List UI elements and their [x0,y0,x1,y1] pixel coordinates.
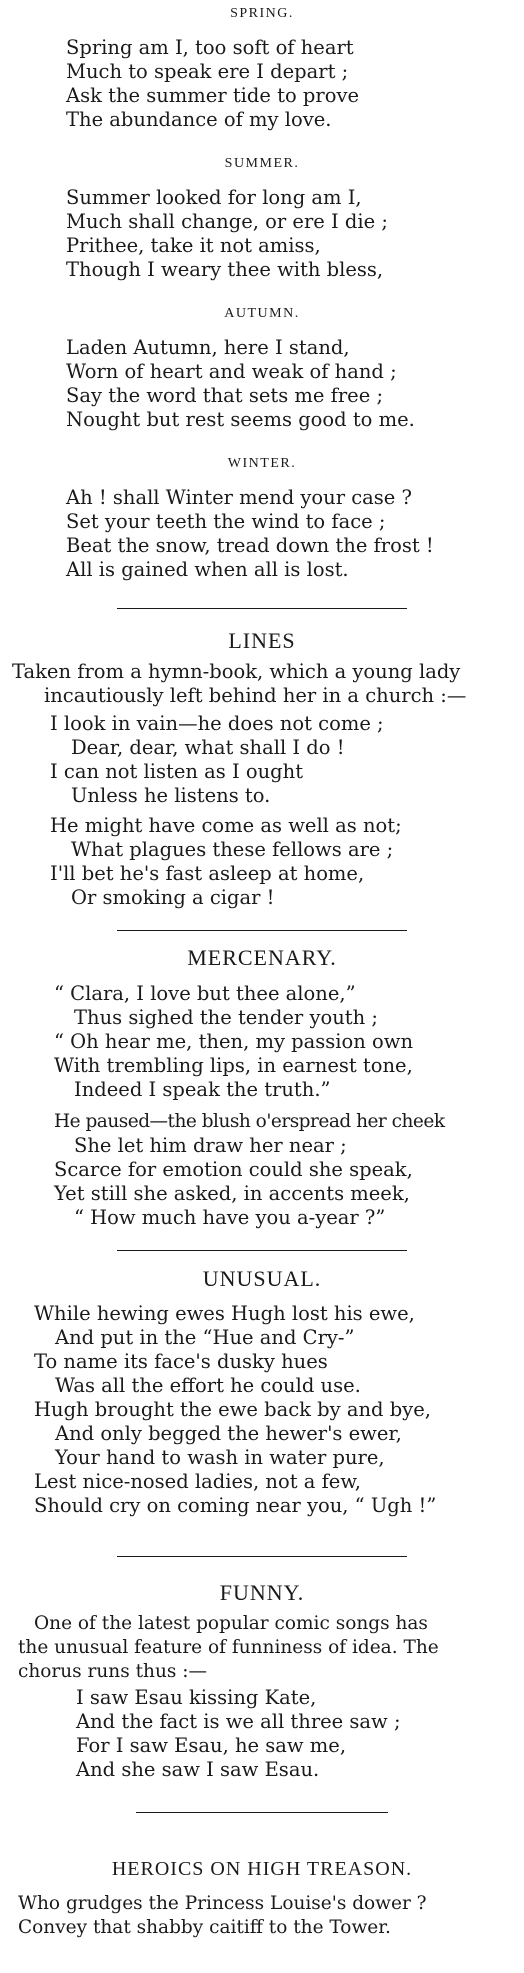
lines-line-7: I'll bet he's fast asleep at home, [50,862,365,885]
lines-intro-2: incautiously left behind her in a church :— [44,684,467,707]
mercenary-line-2: Thus sighed the tender youth ; [74,1006,378,1029]
heroics-heading: HEROICS ON HIGH TREASON. [111,1858,413,1880]
mercenary-line-9: Yet still she asked, in accents meek, [54,1182,410,1205]
divider-rule [117,1250,407,1251]
summer-line-3: Prithee, take it not amiss, [66,234,321,257]
lines-heading: LINES [228,628,296,653]
funny-line-1: I saw Esau kissing Kate, [76,1686,317,1709]
mercenary-line-6: He paused—the blush o'erspread her cheek [54,1111,445,1132]
autumn-line-3: Say the word that sets me free ; [66,384,384,407]
mercenary-line-10: “ How much have you a-year ?” [74,1206,386,1229]
unusual-heading: UNUSUAL. [202,1266,322,1291]
heroics-line-1: Who grudges the Princess Louise's dower ? [18,1893,427,1914]
autumn-line-2: Worn of heart and weak of hand ; [66,360,397,383]
divider-rule [136,1812,388,1813]
mercenary-heading: MERCENARY. [187,945,337,970]
spring-line-1: Spring am I, too soft of heart [66,36,354,59]
autumn-heading: AUTUMN. [224,306,300,321]
autumn-line-4: Nought but rest seems good to me. [66,408,415,431]
winter-line-3: Beat the snow, tread down the frost ! [66,534,434,557]
winter-line-4: All is gained when all is lost. [66,558,349,581]
heroics-line-2: Convey that shabby caitiff to the Tower. [18,1917,391,1938]
funny-heading: FUNNY. [219,1580,305,1605]
unusual-line-2: And put in the “Hue and Cry-” [55,1326,355,1349]
autumn-line-1: Laden Autumn, here I stand, [66,336,350,359]
mercenary-line-5: Indeed I speak the truth.” [74,1078,331,1101]
lines-line-4: Unless he listens to. [71,784,271,807]
unusual-line-3: To name its face's dusky hues [34,1350,328,1373]
winter-line-1: Ah ! shall Winter mend your case ? [66,486,412,509]
spring-heading: SPRING. [230,6,294,21]
divider-rule [117,930,407,931]
unusual-line-6: And only begged the hewer's ewer, [55,1422,402,1445]
funny-prose-1: One of the latest popular comic songs has [34,1613,428,1634]
funny-line-3: For I saw Esau, he saw me, [76,1734,347,1757]
summer-line-4: Though I weary thee with bless, [66,258,384,281]
mercenary-line-3: “ Oh hear me, then, my passion own [54,1030,414,1053]
mercenary-line-1: “ Clara, I love but thee alone,” [54,982,356,1005]
funny-line-4: And she saw I saw Esau. [76,1758,320,1781]
summer-line-2: Much shall change, or ere I die ; [66,210,388,233]
unusual-line-4: Was all the effort he could use. [55,1374,361,1397]
spring-line-4: The abundance of my love. [66,108,332,131]
unusual-line-8: Lest nice-nosed ladies, not a few, [34,1470,361,1493]
spring-line-2: Much to speak ere I depart ; [66,60,349,83]
lines-intro-1: Taken from a hymn-book, which a young lady [12,660,461,683]
divider-rule [117,1556,407,1557]
lines-line-8: Or smoking a cigar ! [71,886,275,909]
mercenary-line-7: She let him draw her near ; [74,1134,347,1157]
mercenary-line-8: Scarce for emotion could she speak, [54,1158,413,1181]
winter-heading: WINTER. [227,456,297,471]
lines-line-5: He might have come as well as not; [50,814,402,837]
lines-line-1: I look in vain—he does not come ; [50,712,384,735]
summer-line-1: Summer looked for long am I, [66,186,362,209]
lines-line-6: What plagues these fellows are ; [71,838,394,861]
lines-line-2: Dear, dear, what shall I do ! [71,736,345,759]
spring-line-3: Ask the summer tide to prove [66,84,360,107]
unusual-line-1: While hewing ewes Hugh lost his ewe, [34,1302,415,1325]
funny-prose-2: the unusual feature of funniness of idea. The [18,1637,439,1658]
unusual-line-5: Hugh brought the ewe back by and bye, [34,1398,431,1421]
lines-line-3: I can not listen as I ought [50,760,304,783]
summer-heading: SUMMER. [224,156,300,171]
mercenary-line-4: With trembling lips, in earnest tone, [54,1054,413,1077]
divider-rule [117,608,407,609]
unusual-line-7: Your hand to wash in water pure, [55,1446,385,1469]
winter-line-2: Set your teeth the wind to face ; [66,510,386,533]
funny-prose-3: chorus runs thus :— [18,1661,207,1682]
funny-line-2: And the fact is we all three saw ; [76,1710,401,1733]
unusual-line-9: Should cry on coming near you, “ Ugh !” [34,1494,437,1517]
